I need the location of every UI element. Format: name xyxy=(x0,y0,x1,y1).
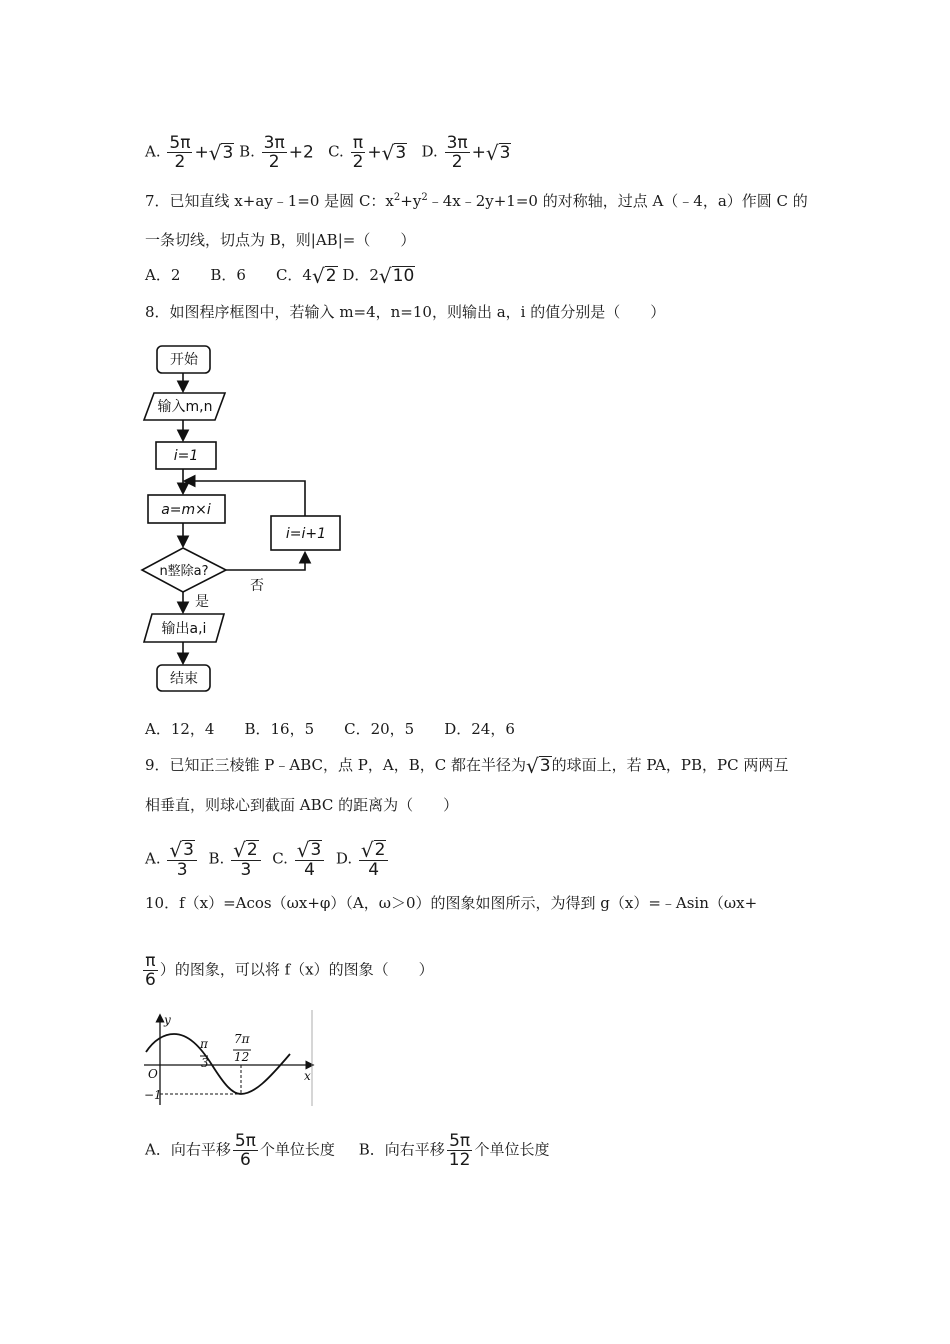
q9-a-fraction: √ 3 3 xyxy=(167,840,197,879)
q7-options: A．2 B．6 C．4 √ 2 D．2 √ 10 xyxy=(145,264,415,288)
q7-stem-line1: 7．已知直线 x+ay﹣1=0 是圆 C：$x^2+y^2﹣4x﹣2y+1=0$ 的对称轴，过点 A（﹣4，a）作圆 C 的 xyxy=(145,192,808,210)
q6-b-label: B. xyxy=(239,142,255,161)
q9-b-fraction: √ 2 3 xyxy=(231,840,261,879)
q9-d-fraction: √ 2 4 xyxy=(359,840,389,879)
q7-stem-line2: 一条切线，切点为 B，则|AB|=（ ） xyxy=(145,231,416,249)
graph-origin: O xyxy=(148,1067,158,1081)
graph-minus-one: −1 xyxy=(144,1088,162,1102)
graph-tick2-num: 7π xyxy=(234,1032,250,1046)
q9-stem-line2: 相垂直，则球心到截面 ABC 的距离为（ ） xyxy=(145,796,459,814)
q10-options: A．向右平移 $\frac{5\pi}{6}$ 个单位长度 B．向右平移 $\frac{5\pi}{12}$ 个单位长度 xyxy=(145,1131,550,1170)
q10-b-fraction: $\frac{5\pi}{12}$ xyxy=(448,1131,471,1170)
graph-tick2-den: 12 xyxy=(234,1050,250,1064)
q8-stem: 8．如图程序框图中，若输入 m=4，n=10，则输出 a，i 的值分别是（ ） xyxy=(145,303,666,321)
flow-no-label: 否 xyxy=(250,578,264,594)
q10-stem-line1: 10．f（x）=Acos（ωx+φ）（A，ω＞0）的图象如图所示，为得到 g（x）=﹣Asin（ωx+ xyxy=(145,894,758,912)
q10-a-fraction: $\frac{5\pi}{6}$ xyxy=(234,1131,256,1170)
q7-d-sqrt: √ 10 xyxy=(378,264,415,288)
q8-flowchart xyxy=(140,340,345,695)
flow-output-text: 输出a,i xyxy=(161,621,207,637)
q10-pi-over-6: $\frac{\pi}{6}$ xyxy=(145,951,156,990)
q9-options: A. √ 3 3 B. √ 2 3 C. √ 3 4 D. √ 2 4 xyxy=(145,840,390,879)
q6-c-fraction: $\frac{\pi}{2}$ xyxy=(352,133,364,172)
flow-init-text: i=1 xyxy=(173,448,199,464)
flow-compute-text: a=m×i xyxy=(161,502,211,518)
graph-tick1-den: 3 xyxy=(201,1056,209,1070)
q6-d-sqrt: √ 3 xyxy=(485,140,511,165)
cosine-curve xyxy=(146,1034,290,1094)
graph-y-label: y xyxy=(164,1013,171,1027)
q6-c-label: C. xyxy=(328,142,344,161)
q7-c-sqrt: √ 2 xyxy=(311,264,337,288)
flow-start-text: 开始 xyxy=(170,352,198,368)
q6-b-fraction: $\frac{3\pi}{2}$ xyxy=(263,133,285,172)
flow-input-text: 输入m,n xyxy=(157,399,213,415)
graph-tick1-num: π xyxy=(200,1037,208,1051)
q9-c-fraction: √ 3 4 xyxy=(295,840,325,879)
q9-radius-sqrt: √ 3 xyxy=(525,754,551,778)
flow-end-text: 结束 xyxy=(170,671,198,687)
flow-increment-text: i=i+1 xyxy=(285,526,327,542)
q6-d-label: D. xyxy=(421,142,438,161)
q6-a-fraction: $\frac{5\pi}{2}$ xyxy=(169,133,191,172)
q6-options: A. $\frac{5\pi}{2}$ + √ 3 B. $\frac{3\pi}{2}$ +2 C. $\frac{\pi}{2}$ + √ 3 D. $\frac{3\pi}{2}$ + √ 3 xyxy=(145,133,511,172)
graph-x-label: x xyxy=(304,1069,311,1083)
flow-condition-text: n整除a? xyxy=(159,564,209,579)
q9-stem-line1: 9．已知正三棱锥 P﹣ABC，点 P，A，B，C 都在半径为 √ 3 的球面上，若 PA，PB，PC 两两互 xyxy=(145,754,789,778)
q10-stem-line2: $\frac{\pi}{6}$ ）的图象，可以将 f（x）的图象（ ） xyxy=(145,951,434,990)
q8-options: A．12，4 B．16，5 C．20，5 D．24，6 xyxy=(145,720,515,738)
q6-a-label: A. xyxy=(145,142,161,161)
q10-graph xyxy=(140,1010,320,1110)
q6-d-fraction: $\frac{3\pi}{2}$ xyxy=(446,133,468,172)
q6-a-sqrt: √ 3 xyxy=(208,140,234,165)
flow-yes-label: 是 xyxy=(195,594,209,610)
q6-c-sqrt: √ 3 xyxy=(381,140,407,165)
